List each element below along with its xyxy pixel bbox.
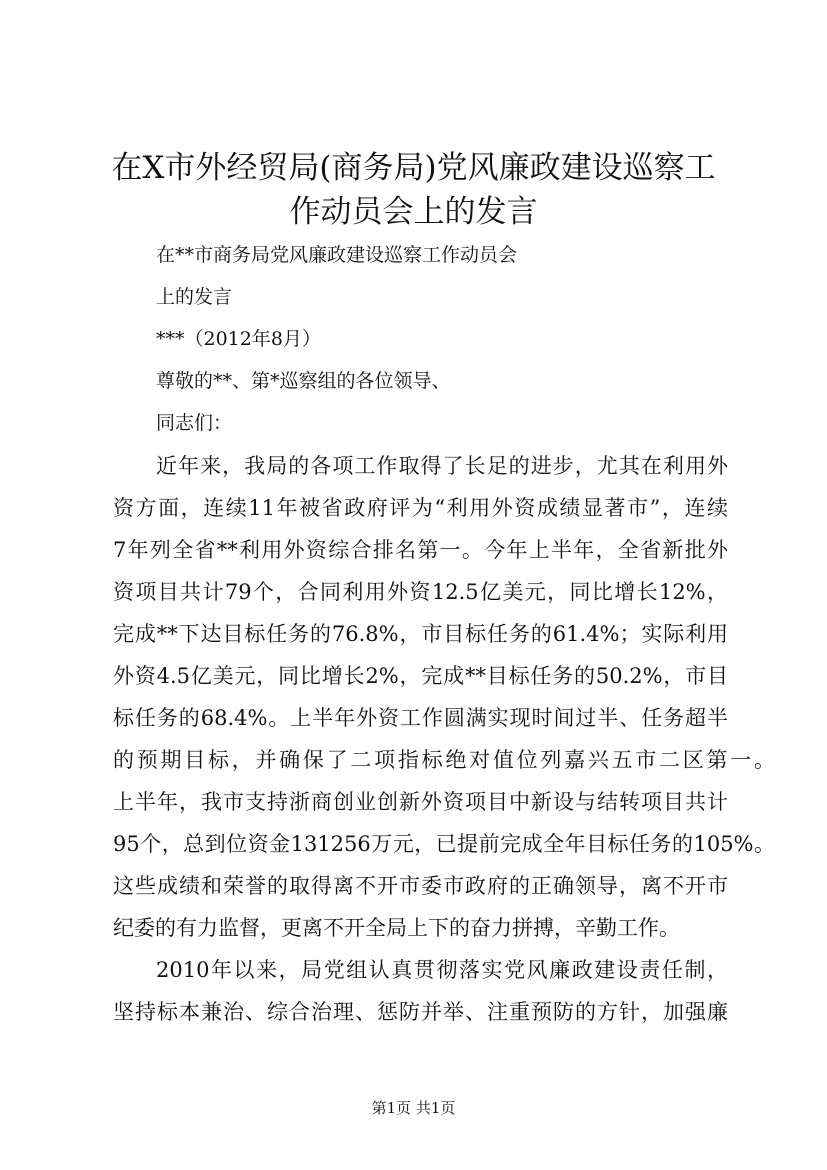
paragraph-1-line: 95个，总到位资金131256万元，已提前完成全年目标任务的105%。 — [113, 832, 775, 856]
paragraph-1-line: 完成**下达目标任务的76.8%，市目标任务的61.4%；实际利用 — [113, 622, 728, 646]
paragraph-2-line: 坚持标本兼治、综合治理、惩防并举、注重预防的方针，加强廉 — [113, 1000, 728, 1024]
paragraph-1-line: 纪委的有力监督，更离不开全局上下的奋力拼搏，辛勤工作。 — [113, 916, 680, 940]
meta-line-author-date: ***（2012年8月） — [156, 328, 321, 350]
paragraph-1-line: 这些成绩和荣誉的取得离不开市委市政府的正确领导，离不开市 — [113, 874, 728, 898]
meta-line-subtitle-1: 在**市商务局党风廉政建设巡察工作动员会 — [156, 244, 518, 266]
paragraph-1-line: 近年来，我局的各项工作取得了长足的进步，尤其在利用外 — [156, 454, 728, 478]
paragraph-1-line: 的预期目标，并确保了二项指标绝对值位列嘉兴五市二区第一。 — [113, 748, 775, 772]
meta-line-subtitle-2: 上的发言 — [156, 286, 233, 308]
document-title-line-2: 作动员会上的发言 — [289, 194, 538, 230]
meta-line-salutation: 尊敬的**、第*巡察组的各位领导、 — [156, 370, 451, 392]
document-title-line-1: 在X市外经贸局(商务局)党风廉政建设巡察工 — [111, 150, 716, 186]
paragraph-1-line: 上半年，我市支持浙商创业创新外资项目中新设与结转项目共计 — [113, 790, 728, 814]
paragraph-1-line: 资项目共计79个，合同利用外资12.5亿美元，同比增长12%， — [113, 580, 728, 604]
paragraph-1-line: 标任务的68.4%。上半年外资工作圆满实现时间过半、任务超半 — [113, 706, 728, 730]
paragraph-1-line: 资方面，连续11年被省政府评为“利用外资成绩显著市”，连续 — [113, 496, 728, 520]
paragraph-1-line: 7年列全省**利用外资综合排名第一。今年上半年，全省新批外 — [113, 538, 728, 562]
paragraph-2-line: 2010年以来，局党组认真贯彻落实党风廉政建设责任制， — [156, 958, 728, 982]
page-number-footer: 第1页 共1页 — [371, 1099, 456, 1117]
paragraph-1-line: 外资4.5亿美元，同比增长2%，完成**目标任务的50.2%，市目 — [113, 664, 729, 688]
meta-line-comrades: 同志们： — [156, 412, 233, 434]
